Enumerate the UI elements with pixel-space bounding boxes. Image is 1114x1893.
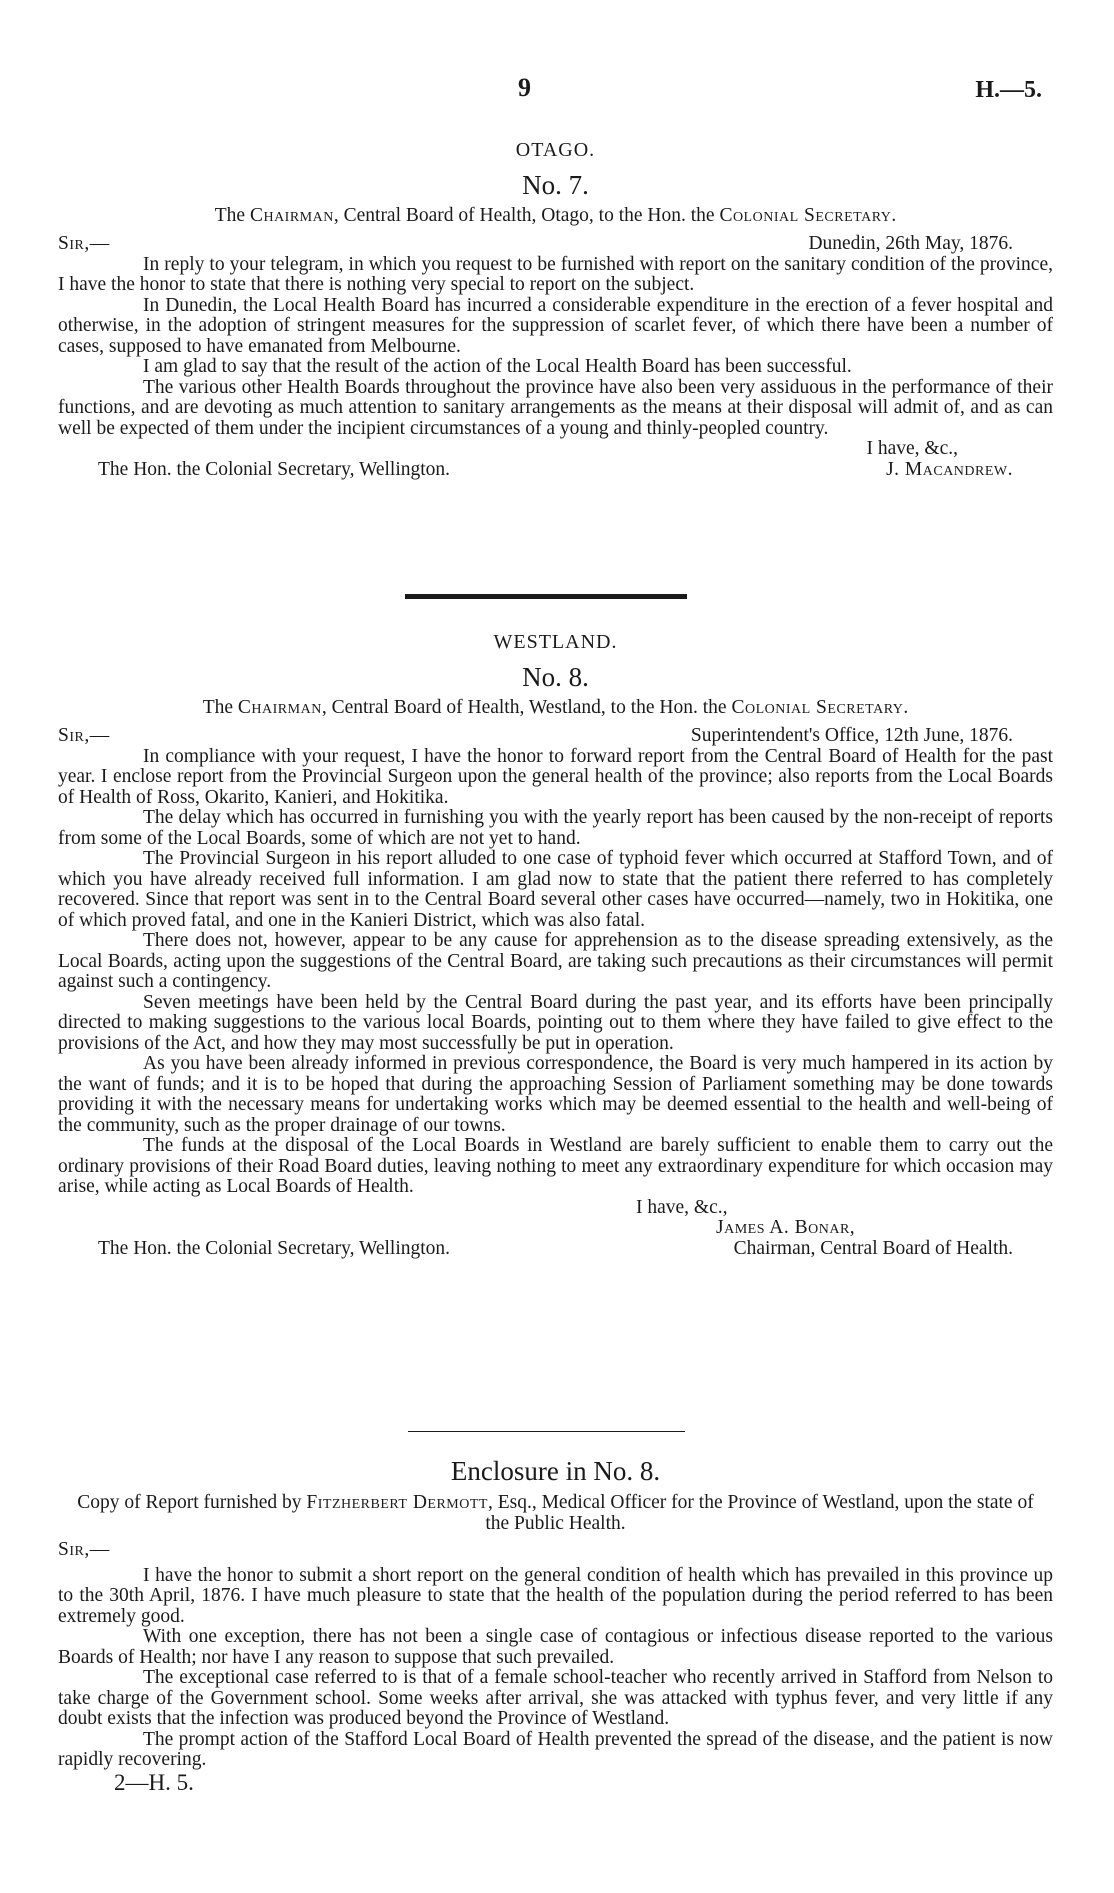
paragraph: As you have been already informed in previous correspondence, the Board is very much hampered in its action by the want of funds; and it is to be hoped that during the approaching Session of Parliament something may be done towards providing it with the necessary means for undertaking works which may be deemed essential to the health and well-being of the community, such as the proper drainage of our towns. <box>58 1053 1053 1136</box>
salutation: Sir,— <box>58 1539 110 1560</box>
enclosure-intro: Copy of Report furnished by Fitzherbert Dermott, Esq., Medical Officer for the Province of Westland, upon the state of the Public Health. <box>77 1492 1034 1534</box>
section-divider <box>408 1431 685 1432</box>
paragraph: In Dunedin, the Local Health Board has incurred a considerable expenditure in the erection of a fever hospital and otherwise, in the adoption of stringent measures for the suppression of scarlet fever, of which there have been a number of cases, supposed to have emanated from Melbourne. <box>58 294 1053 357</box>
region-heading: WESTLAND. <box>493 631 618 653</box>
signature-row <box>58 1239 1013 1260</box>
recipient: The Hon. the Colonial Secretary, Wellington. <box>98 1237 451 1259</box>
paragraph: With one exception, there has not been a single case of contagious or infectious disease reported to the various Boards of Health; nor have I any reason to suppose that such prevailed. <box>58 1626 1053 1668</box>
paragraph: The Provincial Surgeon in his report alluded to one case of typhoid fever which occurred at Stafford Town, and of which you have already received full information. I am glad now to state that the patient there referred to has completely recovered. Since that report was sent in to the Central Board several other cases have occurred—namely, two in Hokitika, one of which proved fatal, and one in the Kanieri District, which was also fatal. <box>58 848 1053 931</box>
paragraph: I am glad to say that the result of the action of the Local Health Board has been successful. <box>143 356 852 377</box>
enclosure-title: Enclosure in No. 8. <box>450 1456 661 1486</box>
letter-number: No. 7. <box>522 169 589 200</box>
signature-title: Chairman, Central Board of Health. <box>733 1237 1013 1259</box>
printer-signature-mark: 2—H. 5. <box>114 1769 194 1795</box>
region-heading: OTAGO. <box>515 139 596 161</box>
signature: J. Macandrew. <box>886 458 1013 480</box>
paragraph: The various other Health Boards throughout the province have also been very assiduous in the performance of their functions, and are devoting as much attention to sanitary arrangements as the means at their disposal will admit of, and as can well be expected of them under the incipient circumstances of a young and thinly-peopled country. <box>58 376 1053 439</box>
enclosure-report <box>58 1455 1053 1795</box>
place-date: Dunedin, 26th May, 1876. <box>808 233 1013 254</box>
salutation-row <box>58 234 1053 255</box>
place-date: Superintendent's Office, 12th June, 1876. <box>690 725 1013 746</box>
paragraph: In compliance with your request, I have the honor to forward report from the Central Board of Health for the past year. I enclose report from the Provincial Surgeon upon the general health of the province; also reports from the Local Boards of Health of Ross, Okarito, Kanieri, and Hokitika. <box>58 745 1053 808</box>
paragraph: The exceptional case referred to is that of a female school-teacher who recently arrived in Stafford from Nelson to take charge of the Government school. Some weeks after arrival, she was attacked with typhus fever, and very little if any doubt exists that the infection was produced beyond the Province of Westland. <box>58 1667 1053 1729</box>
address-line: The Chairman, Central Board of Health, Westland, to the Hon. the Colonial Secretary. <box>202 696 909 718</box>
paragraph: There does not, however, appear to be any cause for apprehension as to the disease spreading extensively, as the Local Boards, acting upon the suggestions of the Central Board, are taking such precautions as their circumstances will permit against such a contingency. <box>58 930 1053 992</box>
salutation-row <box>58 726 1053 747</box>
signature-name: James A. Bonar, <box>716 1217 856 1238</box>
recipient: The Hon. the Colonial Secretary, Wellington. <box>98 458 451 480</box>
letter-number: No. 8. <box>522 661 589 692</box>
closing: I have, &c., <box>866 438 958 459</box>
salutation: Sir,— <box>58 725 110 746</box>
salutation: Sir,— <box>58 233 110 254</box>
paragraph: Seven meetings have been held by the Central Board during the past year, and its efforts have been principally directed to making suggestions to the various local Boards, pointing out to them where they have failed to give effect to the provisions of the Act, and how they may most successfully be put in operation. <box>58 991 1053 1054</box>
westland-letter <box>58 632 1053 1259</box>
signature-row <box>58 460 1013 481</box>
paragraph: In reply to your telegram, in which you request to be furnished with report on the sanitary condition of the province, I have the honor to state that there is nothing very special to report on the subject. <box>58 253 1053 295</box>
page-number: 9 <box>518 73 531 102</box>
paragraph: I have the honor to submit a short report on the general condition of health which has prevailed in this province up to the 30th April, 1876. I have much pleasure to state that the health of the population during the period referred to has been extremely good. <box>58 1564 1053 1627</box>
section-divider <box>405 594 687 599</box>
otago-letter <box>58 140 1053 480</box>
paragraph: The funds at the disposal of the Local Boards in Westland are barely sufficient to enable them to carry out the ordinary provisions of their Road Board duties, leaving nothing to meet any extraordinary expenditure for which occasion may arise, while acting as Local Boards of Health. <box>58 1135 1053 1197</box>
document-reference: H.—5. <box>975 77 1042 103</box>
paragraph: The prompt action of the Stafford Local Board of Health prevented the spread of the disease, and the patient is now rapidly recovering. <box>58 1728 1053 1770</box>
closing: I have, &c., <box>636 1196 728 1218</box>
address-line: The Chairman, Central Board of Health, Otago, to the Hon. the Colonial Secretary. <box>214 204 897 226</box>
paragraph: The delay which has occurred in furnishing you with the yearly report has been caused by the non-receipt of reports from some of the Local Boards, some of which are not yet to hand. <box>58 807 1053 849</box>
